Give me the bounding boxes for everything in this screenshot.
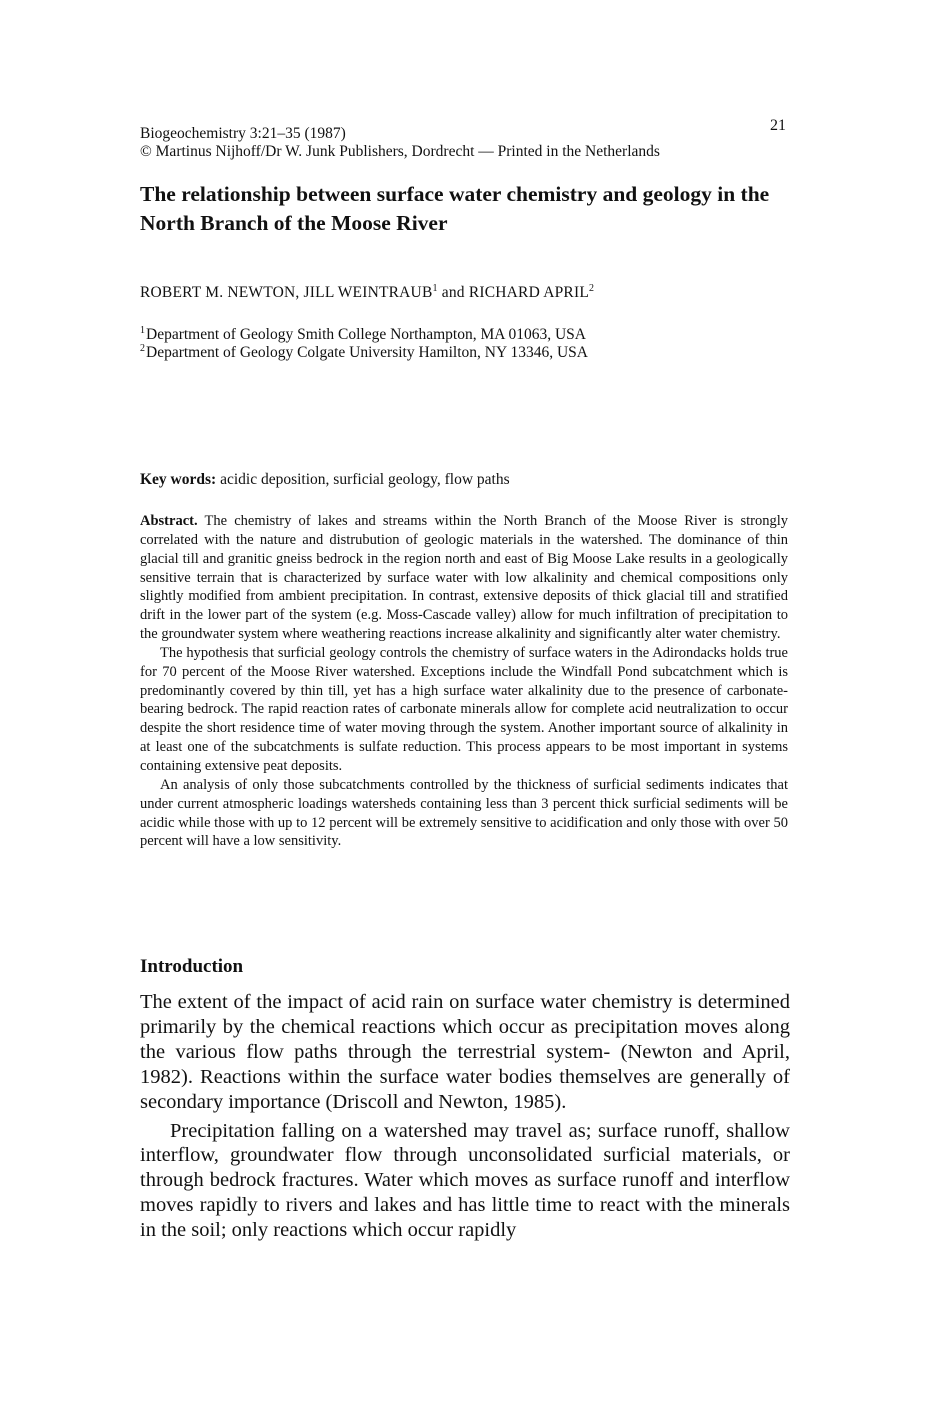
author-affiliation-mark: 1 bbox=[432, 283, 438, 294]
affiliation-text: Department of Geology Colgate University Hamilton, NY 13346, USA bbox=[146, 344, 588, 361]
affiliation-mark: 2 bbox=[140, 343, 145, 354]
article-title: The relationship between surface water chemistry and geology in the North Branch of the Moose River bbox=[140, 182, 770, 235]
keywords-label: Key words: bbox=[140, 471, 217, 488]
affiliations bbox=[140, 326, 588, 362]
affiliation-mark: 1 bbox=[140, 325, 145, 336]
page-number: 21 bbox=[770, 117, 786, 134]
affiliation-2 bbox=[140, 344, 588, 362]
keywords bbox=[140, 471, 510, 489]
affiliation-text: Department of Geology Smith College Northampton, MA 01063, USA bbox=[146, 326, 586, 343]
publisher-line: © Martinus Nijhoff/Dr W. Junk Publishers, Dordrecht — Printed in the Netherlands bbox=[140, 143, 660, 160]
introduction-paragraph-1: The extent of the impact of acid rain on surface water chemistry is determined primarily by the chemical reactions which occur as precipitation moves along the various flow paths through the terrestrial system- (Newton and April, 1982). Reactions within the surface water bodies themselves are generally of secondary importance (Driscoll and Newton, 1985). bbox=[140, 991, 790, 1113]
abstract bbox=[140, 512, 788, 851]
abstract-text: The chemistry of lakes and streams within the North Branch of the Moose River is strongly correlated with the nature and distrubution of geologic materials in the watershed. The dominance of thin glacial till and granitic gneiss bedrock in the region north and east of Big Moose Lake results in a geologically sensitive terrain that is characterized by surface water with low alkalinity and chemical compositions only slightly modified from ambient precipitation. In contrast, extensive deposits of thick glacial till and stratified drift in the lower part of the system (e.g. Moss-Cascade valley) allow for much infiltration of precipitation to the groundwater system where weathering reactions increase alkalinity and significantly alter water chemistry. bbox=[140, 513, 788, 643]
author-affiliation-mark-2: 2 bbox=[589, 283, 595, 294]
journal-header bbox=[140, 125, 660, 161]
abstract-paragraph-3: An analysis of only those subcatchments controlled by the thickness of surficial sediments indicates that under current atmospheric loadings watersheds containing less than 3 percent thick surficial sediments will be acidic while those with up to 12 percent will be extremely sensitive to acidification and only those with over 50 percent will have a low sensitivity. bbox=[140, 776, 788, 850]
author-list bbox=[140, 284, 594, 302]
abstract-paragraph-2: The hypothesis that surficial geology controls the chemistry of surface waters in the Adirondacks holds true for 70 percent of the Moose River watershed. Exceptions include the Windfall Pond subcatchment which is predominantly covered by thin till, yet has a high surface water alkalinity due to the presence of carbonate-bearing bedrock. The rapid reaction rates of carbonate minerals allow for complete acid neutralization to occur despite the short residence time of water moving through the system. Another important source of alkalinity in at least one of the subcatchments is sulfate reduction. This process appears to be most important in systems containing extensive peat deposits. bbox=[140, 644, 788, 774]
affiliation-1 bbox=[140, 326, 588, 344]
abstract-paragraph-1 bbox=[140, 512, 788, 644]
section-heading-introduction: Introduction bbox=[140, 956, 244, 977]
introduction-paragraph-2: Precipitation falling on a watershed may travel as; surface runoff, shallow interflow, groundwater flow through unconsolidated surficial materials, or through bedrock fractures. Water which moves as surface runoff and interflow moves rapidly to rivers and lakes and has little time to react with the minerals in the soil; only reactions which occur rapidly bbox=[140, 1119, 790, 1242]
author-names-last: and RICHARD APRIL bbox=[437, 284, 589, 301]
introduction-body bbox=[140, 990, 790, 1243]
abstract-label: Abstract. bbox=[140, 513, 198, 529]
keywords-text: acidic deposition, surficial geology, flow paths bbox=[216, 471, 510, 488]
journal-citation: Biogeochemistry 3:21–35 (1987) bbox=[140, 125, 346, 142]
author-names: ROBERT M. NEWTON, JILL WEINTRAUB bbox=[140, 284, 433, 301]
